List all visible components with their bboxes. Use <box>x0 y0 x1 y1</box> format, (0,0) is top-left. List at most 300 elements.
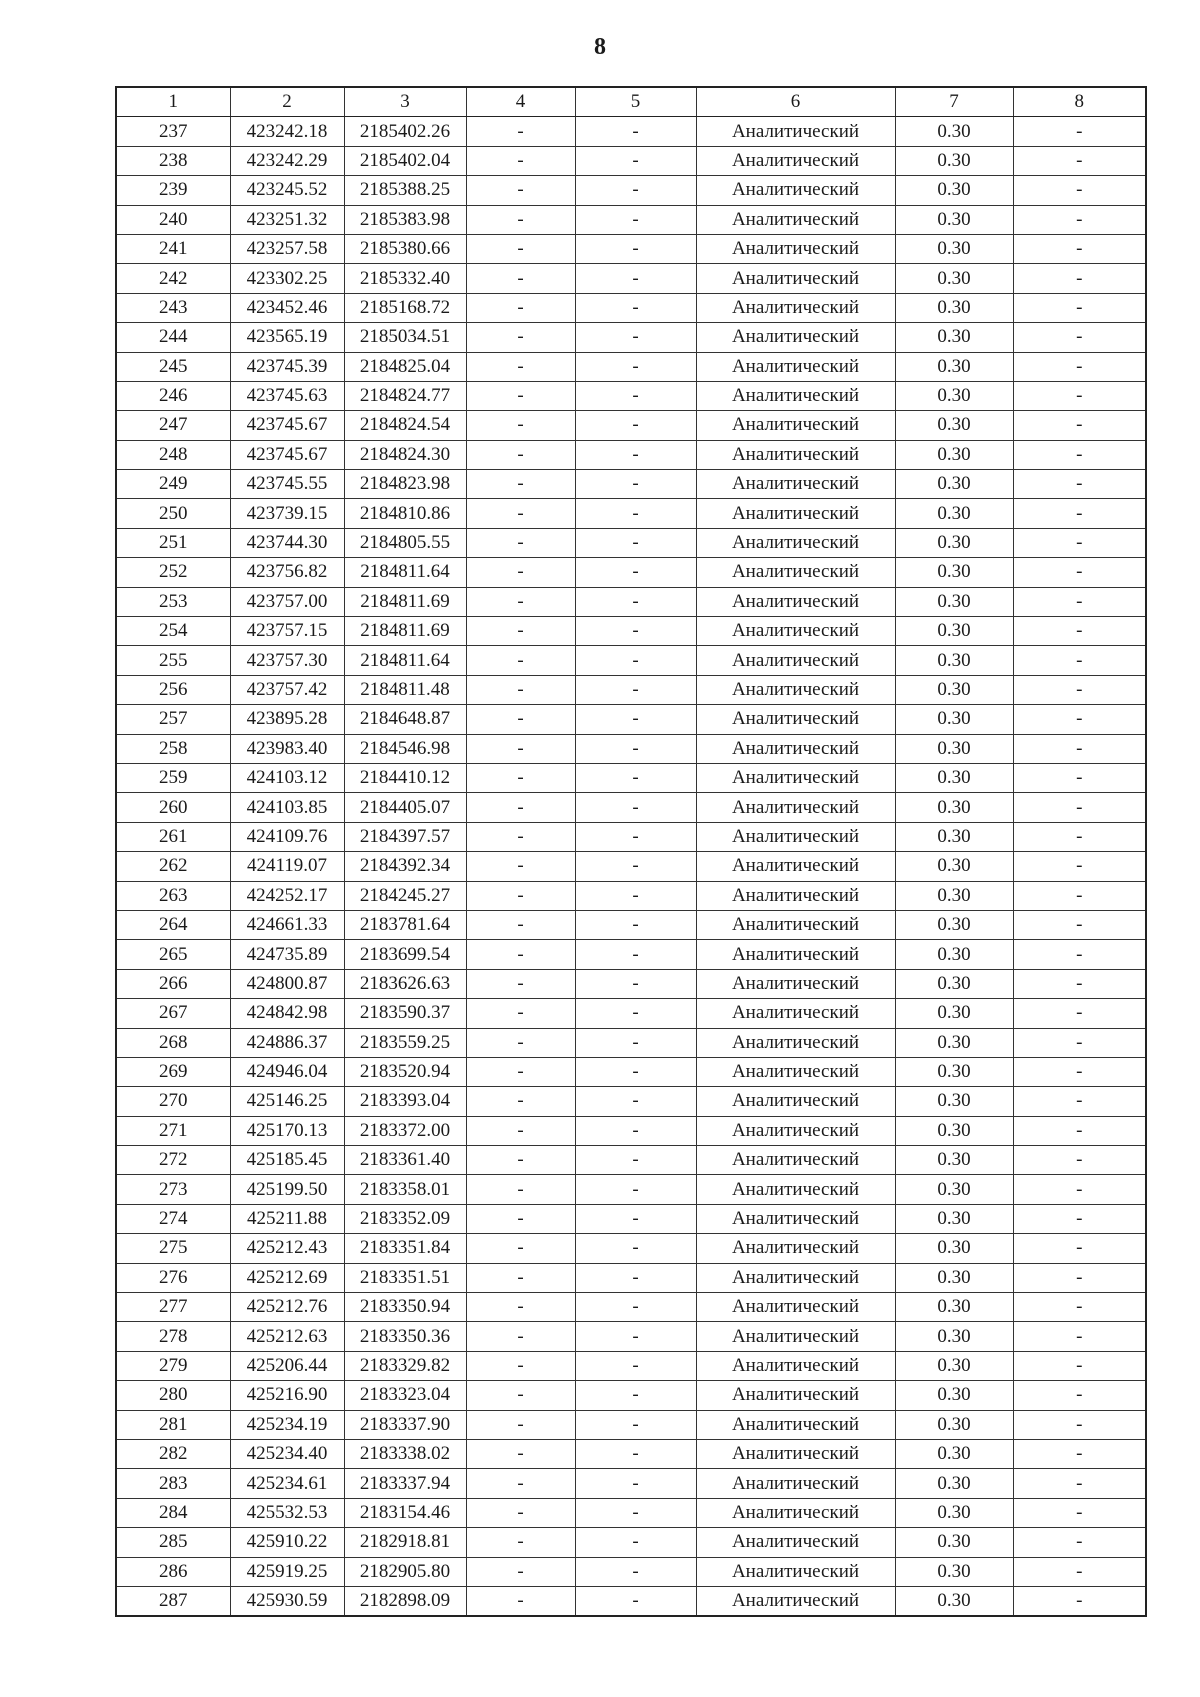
accuracy-cell: 0.30 <box>895 352 1013 381</box>
column-5-cell: - <box>575 646 696 675</box>
table-row <box>116 617 1146 646</box>
x-coordinate-cell: 424103.12 <box>230 763 344 792</box>
accuracy-cell: 0.30 <box>895 117 1013 146</box>
method-cell: Аналитический <box>696 1175 895 1204</box>
column-5-cell: - <box>575 264 696 293</box>
y-coordinate-cell: 2184811.48 <box>344 675 466 704</box>
method-cell: Аналитический <box>696 1410 895 1439</box>
y-coordinate-cell: 2184245.27 <box>344 881 466 910</box>
column-8-cell: - <box>1013 264 1146 293</box>
point-number-cell: 258 <box>116 734 230 763</box>
column-8-cell: - <box>1013 1057 1146 1086</box>
column-8-cell: - <box>1013 528 1146 557</box>
column-5-cell: - <box>575 1381 696 1410</box>
column-4-cell: - <box>466 910 575 939</box>
point-number-cell: 241 <box>116 234 230 263</box>
accuracy-cell: 0.30 <box>895 1469 1013 1498</box>
method-cell: Аналитический <box>696 499 895 528</box>
column-8-cell: - <box>1013 470 1146 499</box>
table-row <box>116 940 1146 969</box>
x-coordinate-cell: 423242.29 <box>230 146 344 175</box>
column-8-cell: - <box>1013 1586 1146 1616</box>
y-coordinate-cell: 2183337.90 <box>344 1410 466 1439</box>
accuracy-cell: 0.30 <box>895 381 1013 410</box>
point-number-cell: 252 <box>116 558 230 587</box>
table-row <box>116 881 1146 910</box>
x-coordinate-cell: 423745.67 <box>230 411 344 440</box>
column-5-cell: - <box>575 999 696 1028</box>
column-8-cell: - <box>1013 881 1146 910</box>
x-coordinate-cell: 423565.19 <box>230 323 344 352</box>
method-cell: Аналитический <box>696 293 895 322</box>
y-coordinate-cell: 2183358.01 <box>344 1175 466 1204</box>
method-cell: Аналитический <box>696 234 895 263</box>
accuracy-cell: 0.30 <box>895 1557 1013 1586</box>
y-coordinate-cell: 2183393.04 <box>344 1087 466 1116</box>
table-row <box>116 1175 1146 1204</box>
column-5-cell: - <box>575 293 696 322</box>
accuracy-cell: 0.30 <box>895 440 1013 469</box>
column-5-cell: - <box>575 1293 696 1322</box>
point-number-cell: 244 <box>116 323 230 352</box>
x-coordinate-cell: 425212.43 <box>230 1234 344 1263</box>
column-8-cell: - <box>1013 1322 1146 1351</box>
page-number: 8 <box>594 34 606 60</box>
column-4-cell: - <box>466 205 575 234</box>
column-4-cell: - <box>466 822 575 851</box>
header-cell: 1 <box>116 87 230 117</box>
accuracy-cell: 0.30 <box>895 528 1013 557</box>
header-cell: 7 <box>895 87 1013 117</box>
method-cell: Аналитический <box>696 646 895 675</box>
x-coordinate-cell: 424886.37 <box>230 1028 344 1057</box>
x-coordinate-cell: 425234.61 <box>230 1469 344 1498</box>
table-row <box>116 293 1146 322</box>
table-row <box>116 1528 1146 1557</box>
column-4-cell: - <box>466 1381 575 1410</box>
accuracy-cell: 0.30 <box>895 822 1013 851</box>
table-row <box>116 1469 1146 1498</box>
point-number-cell: 238 <box>116 146 230 175</box>
x-coordinate-cell: 424946.04 <box>230 1057 344 1086</box>
accuracy-cell: 0.30 <box>895 1057 1013 1086</box>
header-cell: 3 <box>344 87 466 117</box>
column-5-cell: - <box>575 793 696 822</box>
y-coordinate-cell: 2183351.51 <box>344 1263 466 1292</box>
x-coordinate-cell: 424119.07 <box>230 852 344 881</box>
table-row <box>116 176 1146 205</box>
point-number-cell: 260 <box>116 793 230 822</box>
x-coordinate-cell: 424103.85 <box>230 793 344 822</box>
column-4-cell: - <box>466 999 575 1028</box>
accuracy-cell: 0.30 <box>895 1204 1013 1233</box>
accuracy-cell: 0.30 <box>895 323 1013 352</box>
column-4-cell: - <box>466 646 575 675</box>
table-row <box>116 705 1146 734</box>
column-5-cell: - <box>575 734 696 763</box>
column-4-cell: - <box>466 852 575 881</box>
column-5-cell: - <box>575 117 696 146</box>
method-cell: Аналитический <box>696 323 895 352</box>
accuracy-cell: 0.30 <box>895 763 1013 792</box>
column-5-cell: - <box>575 1528 696 1557</box>
method-cell: Аналитический <box>696 940 895 969</box>
column-4-cell: - <box>466 793 575 822</box>
point-number-cell: 259 <box>116 763 230 792</box>
column-8-cell: - <box>1013 1146 1146 1175</box>
accuracy-cell: 0.30 <box>895 705 1013 734</box>
column-4-cell: - <box>466 617 575 646</box>
column-5-cell: - <box>575 205 696 234</box>
method-cell: Аналитический <box>696 1322 895 1351</box>
table-row <box>116 234 1146 263</box>
column-5-cell: - <box>575 852 696 881</box>
column-8-cell: - <box>1013 969 1146 998</box>
y-coordinate-cell: 2184805.55 <box>344 528 466 557</box>
accuracy-cell: 0.30 <box>895 910 1013 939</box>
column-4-cell: - <box>466 675 575 704</box>
point-number-cell: 265 <box>116 940 230 969</box>
x-coordinate-cell: 425211.88 <box>230 1204 344 1233</box>
accuracy-cell: 0.30 <box>895 1528 1013 1557</box>
column-4-cell: - <box>466 293 575 322</box>
column-4-cell: - <box>466 1204 575 1233</box>
accuracy-cell: 0.30 <box>895 234 1013 263</box>
table-row <box>116 411 1146 440</box>
method-cell: Аналитический <box>696 881 895 910</box>
y-coordinate-cell: 2185332.40 <box>344 264 466 293</box>
column-5-cell: - <box>575 440 696 469</box>
point-number-cell: 240 <box>116 205 230 234</box>
column-8-cell: - <box>1013 617 1146 646</box>
column-5-cell: - <box>575 969 696 998</box>
column-5-cell: - <box>575 352 696 381</box>
y-coordinate-cell: 2184546.98 <box>344 734 466 763</box>
table-row <box>116 381 1146 410</box>
column-8-cell: - <box>1013 323 1146 352</box>
accuracy-cell: 0.30 <box>895 793 1013 822</box>
method-cell: Аналитический <box>696 1381 895 1410</box>
table-row <box>116 910 1146 939</box>
method-cell: Аналитический <box>696 1586 895 1616</box>
column-4-cell: - <box>466 528 575 557</box>
column-5-cell: - <box>575 1028 696 1057</box>
header-cell: 5 <box>575 87 696 117</box>
table-row <box>116 646 1146 675</box>
method-cell: Аналитический <box>696 1263 895 1292</box>
y-coordinate-cell: 2184811.69 <box>344 587 466 616</box>
accuracy-cell: 0.30 <box>895 499 1013 528</box>
column-5-cell: - <box>575 499 696 528</box>
table-row <box>116 763 1146 792</box>
column-8-cell: - <box>1013 1204 1146 1233</box>
column-4-cell: - <box>466 323 575 352</box>
column-4-cell: - <box>466 1293 575 1322</box>
y-coordinate-cell: 2184811.69 <box>344 617 466 646</box>
method-cell: Аналитический <box>696 1028 895 1057</box>
y-coordinate-cell: 2184824.54 <box>344 411 466 440</box>
column-8-cell: - <box>1013 734 1146 763</box>
table-row <box>116 1439 1146 1468</box>
column-4-cell: - <box>466 705 575 734</box>
point-number-cell: 286 <box>116 1557 230 1586</box>
table-row <box>116 1498 1146 1527</box>
y-coordinate-cell: 2184811.64 <box>344 558 466 587</box>
table-row <box>116 1586 1146 1616</box>
y-coordinate-cell: 2183361.40 <box>344 1146 466 1175</box>
x-coordinate-cell: 425234.40 <box>230 1439 344 1468</box>
column-4-cell: - <box>466 969 575 998</box>
y-coordinate-cell: 2185402.26 <box>344 117 466 146</box>
table-row <box>116 1557 1146 1586</box>
method-cell: Аналитический <box>696 763 895 792</box>
column-5-cell: - <box>575 1351 696 1380</box>
point-number-cell: 273 <box>116 1175 230 1204</box>
column-5-cell: - <box>575 1234 696 1263</box>
x-coordinate-cell: 423744.30 <box>230 528 344 557</box>
column-8-cell: - <box>1013 1028 1146 1057</box>
accuracy-cell: 0.30 <box>895 734 1013 763</box>
column-5-cell: - <box>575 587 696 616</box>
column-4-cell: - <box>466 940 575 969</box>
x-coordinate-cell: 423757.42 <box>230 675 344 704</box>
method-cell: Аналитический <box>696 734 895 763</box>
column-5-cell: - <box>575 1439 696 1468</box>
column-4-cell: - <box>466 176 575 205</box>
method-cell: Аналитический <box>696 1498 895 1527</box>
point-number-cell: 247 <box>116 411 230 440</box>
point-number-cell: 249 <box>116 470 230 499</box>
method-cell: Аналитический <box>696 117 895 146</box>
column-4-cell: - <box>466 1263 575 1292</box>
method-cell: Аналитический <box>696 999 895 1028</box>
accuracy-cell: 0.30 <box>895 1087 1013 1116</box>
column-5-cell: - <box>575 381 696 410</box>
y-coordinate-cell: 2182905.80 <box>344 1557 466 1586</box>
y-coordinate-cell: 2183559.25 <box>344 1028 466 1057</box>
y-coordinate-cell: 2184823.98 <box>344 470 466 499</box>
table-row <box>116 1381 1146 1410</box>
column-4-cell: - <box>466 1528 575 1557</box>
accuracy-cell: 0.30 <box>895 1322 1013 1351</box>
point-number-cell: 261 <box>116 822 230 851</box>
column-5-cell: - <box>575 1175 696 1204</box>
column-5-cell: - <box>575 323 696 352</box>
header-cell: 2 <box>230 87 344 117</box>
y-coordinate-cell: 2183350.94 <box>344 1293 466 1322</box>
x-coordinate-cell: 424109.76 <box>230 822 344 851</box>
table-row <box>116 470 1146 499</box>
column-5-cell: - <box>575 1498 696 1527</box>
accuracy-cell: 0.30 <box>895 1439 1013 1468</box>
header-cell: 8 <box>1013 87 1146 117</box>
column-8-cell: - <box>1013 705 1146 734</box>
column-4-cell: - <box>466 1057 575 1086</box>
y-coordinate-cell: 2183338.02 <box>344 1439 466 1468</box>
column-4-cell: - <box>466 146 575 175</box>
point-number-cell: 272 <box>116 1146 230 1175</box>
method-cell: Аналитический <box>696 470 895 499</box>
point-number-cell: 266 <box>116 969 230 998</box>
column-8-cell: - <box>1013 1351 1146 1380</box>
y-coordinate-cell: 2183154.46 <box>344 1498 466 1527</box>
y-coordinate-cell: 2184410.12 <box>344 763 466 792</box>
accuracy-cell: 0.30 <box>895 1263 1013 1292</box>
method-cell: Аналитический <box>696 176 895 205</box>
column-4-cell: - <box>466 1586 575 1616</box>
table-body <box>116 117 1146 1616</box>
column-4-cell: - <box>466 1410 575 1439</box>
column-8-cell: - <box>1013 234 1146 263</box>
x-coordinate-cell: 425146.25 <box>230 1087 344 1116</box>
column-5-cell: - <box>575 176 696 205</box>
y-coordinate-cell: 2183626.63 <box>344 969 466 998</box>
accuracy-cell: 0.30 <box>895 1498 1013 1527</box>
accuracy-cell: 0.30 <box>895 1410 1013 1439</box>
table-row <box>116 146 1146 175</box>
point-number-cell: 251 <box>116 528 230 557</box>
point-number-cell: 275 <box>116 1234 230 1263</box>
accuracy-cell: 0.30 <box>895 1116 1013 1145</box>
column-5-cell: - <box>575 822 696 851</box>
y-coordinate-cell: 2184824.77 <box>344 381 466 410</box>
point-number-cell: 269 <box>116 1057 230 1086</box>
column-4-cell: - <box>466 117 575 146</box>
method-cell: Аналитический <box>696 587 895 616</box>
table-row <box>116 558 1146 587</box>
column-5-cell: - <box>575 675 696 704</box>
method-cell: Аналитический <box>696 617 895 646</box>
table-row <box>116 822 1146 851</box>
x-coordinate-cell: 423756.82 <box>230 558 344 587</box>
accuracy-cell: 0.30 <box>895 852 1013 881</box>
accuracy-cell: 0.30 <box>895 646 1013 675</box>
method-cell: Аналитический <box>696 264 895 293</box>
point-number-cell: 263 <box>116 881 230 910</box>
point-number-cell: 243 <box>116 293 230 322</box>
column-5-cell: - <box>575 1322 696 1351</box>
y-coordinate-cell: 2185034.51 <box>344 323 466 352</box>
column-8-cell: - <box>1013 1381 1146 1410</box>
table-row <box>116 1204 1146 1233</box>
column-4-cell: - <box>466 587 575 616</box>
column-8-cell: - <box>1013 176 1146 205</box>
column-4-cell: - <box>466 881 575 910</box>
column-4-cell: - <box>466 1146 575 1175</box>
y-coordinate-cell: 2184824.30 <box>344 440 466 469</box>
table-row <box>116 1410 1146 1439</box>
column-8-cell: - <box>1013 293 1146 322</box>
x-coordinate-cell: 424252.17 <box>230 881 344 910</box>
point-number-cell: 264 <box>116 910 230 939</box>
column-5-cell: - <box>575 411 696 440</box>
accuracy-cell: 0.30 <box>895 999 1013 1028</box>
y-coordinate-cell: 2185388.25 <box>344 176 466 205</box>
column-8-cell: - <box>1013 1439 1146 1468</box>
y-coordinate-cell: 2183329.82 <box>344 1351 466 1380</box>
y-coordinate-cell: 2185380.66 <box>344 234 466 263</box>
table-row <box>116 440 1146 469</box>
y-coordinate-cell: 2183520.94 <box>344 1057 466 1086</box>
point-number-cell: 262 <box>116 852 230 881</box>
point-number-cell: 253 <box>116 587 230 616</box>
point-number-cell: 245 <box>116 352 230 381</box>
y-coordinate-cell: 2183352.09 <box>344 1204 466 1233</box>
x-coordinate-cell: 424661.33 <box>230 910 344 939</box>
x-coordinate-cell: 424800.87 <box>230 969 344 998</box>
point-number-cell: 246 <box>116 381 230 410</box>
table-row <box>116 117 1146 146</box>
column-8-cell: - <box>1013 1410 1146 1439</box>
y-coordinate-cell: 2185402.04 <box>344 146 466 175</box>
method-cell: Аналитический <box>696 1087 895 1116</box>
point-number-cell: 248 <box>116 440 230 469</box>
accuracy-cell: 0.30 <box>895 205 1013 234</box>
y-coordinate-cell: 2183372.00 <box>344 1116 466 1145</box>
column-4-cell: - <box>466 1351 575 1380</box>
header-cell: 6 <box>696 87 895 117</box>
accuracy-cell: 0.30 <box>895 617 1013 646</box>
y-coordinate-cell: 2184405.07 <box>344 793 466 822</box>
table-row <box>116 352 1146 381</box>
x-coordinate-cell: 423757.15 <box>230 617 344 646</box>
column-8-cell: - <box>1013 352 1146 381</box>
column-5-cell: - <box>575 1557 696 1586</box>
column-5-cell: - <box>575 558 696 587</box>
x-coordinate-cell: 423757.00 <box>230 587 344 616</box>
method-cell: Аналитический <box>696 1528 895 1557</box>
point-number-cell: 279 <box>116 1351 230 1380</box>
x-coordinate-cell: 425212.69 <box>230 1263 344 1292</box>
x-coordinate-cell: 425206.44 <box>230 1351 344 1380</box>
column-5-cell: - <box>575 1087 696 1116</box>
method-cell: Аналитический <box>696 146 895 175</box>
accuracy-cell: 0.30 <box>895 293 1013 322</box>
column-5-cell: - <box>575 617 696 646</box>
column-4-cell: - <box>466 1028 575 1057</box>
point-number-cell: 287 <box>116 1586 230 1616</box>
point-number-cell: 242 <box>116 264 230 293</box>
method-cell: Аналитический <box>696 1293 895 1322</box>
point-number-cell: 250 <box>116 499 230 528</box>
x-coordinate-cell: 425216.90 <box>230 1381 344 1410</box>
column-5-cell: - <box>575 1586 696 1616</box>
x-coordinate-cell: 425185.45 <box>230 1146 344 1175</box>
y-coordinate-cell: 2182918.81 <box>344 1528 466 1557</box>
x-coordinate-cell: 423745.67 <box>230 440 344 469</box>
column-8-cell: - <box>1013 1557 1146 1586</box>
method-cell: Аналитический <box>696 1116 895 1145</box>
column-8-cell: - <box>1013 852 1146 881</box>
column-4-cell: - <box>466 381 575 410</box>
column-4-cell: - <box>466 1322 575 1351</box>
accuracy-cell: 0.30 <box>895 1028 1013 1057</box>
table-row <box>116 499 1146 528</box>
column-8-cell: - <box>1013 205 1146 234</box>
method-cell: Аналитический <box>696 1057 895 1086</box>
column-5-cell: - <box>575 146 696 175</box>
x-coordinate-cell: 425919.25 <box>230 1557 344 1586</box>
point-number-cell: 257 <box>116 705 230 734</box>
column-8-cell: - <box>1013 675 1146 704</box>
point-number-cell: 285 <box>116 1528 230 1557</box>
point-number-cell: 274 <box>116 1204 230 1233</box>
x-coordinate-cell: 423745.55 <box>230 470 344 499</box>
table-row <box>116 205 1146 234</box>
point-number-cell: 271 <box>116 1116 230 1145</box>
method-cell: Аналитический <box>696 1557 895 1586</box>
column-5-cell: - <box>575 910 696 939</box>
